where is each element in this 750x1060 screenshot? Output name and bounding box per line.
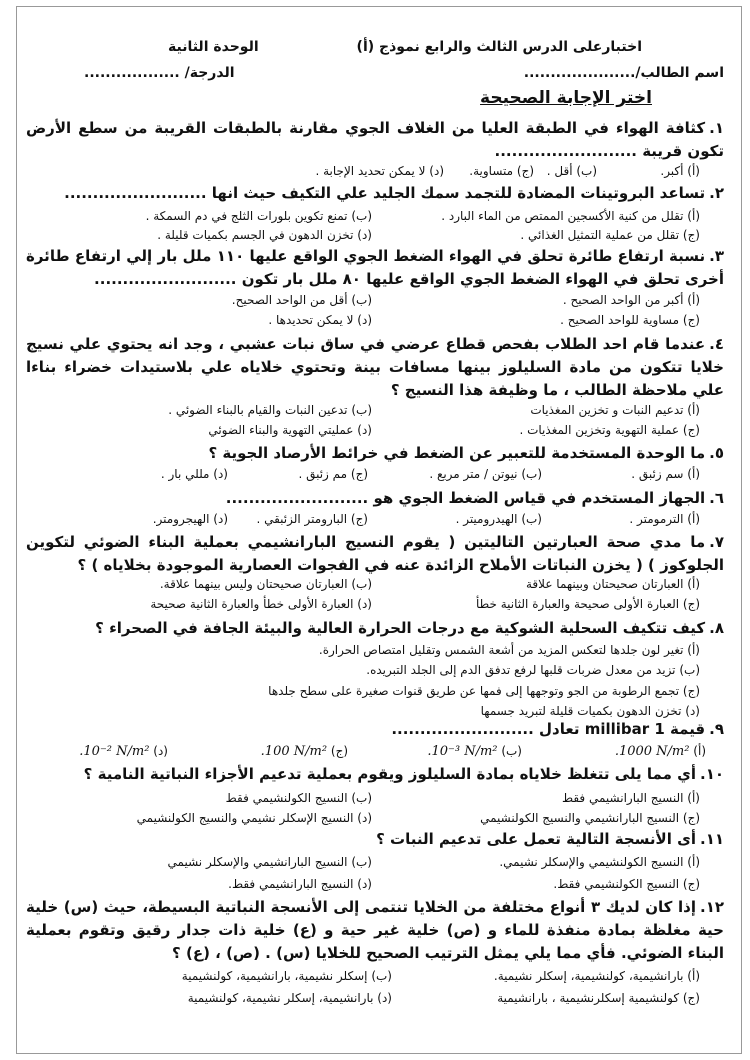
option-a[interactable]: (أ) سم زئبق . bbox=[631, 467, 700, 481]
option-label: (ب) bbox=[501, 744, 522, 758]
option-value bbox=[261, 744, 327, 759]
question-text: أى الأنسجة التالية تعمل على تدعيم النبات ؟ bbox=[376, 830, 696, 848]
question-number: ٤. bbox=[709, 335, 724, 353]
question-text: الجهاز المستخدم في قياس الضغط الجوي هو ......................... bbox=[225, 489, 706, 507]
question-9 bbox=[26, 718, 724, 741]
question-number: ٦. bbox=[709, 489, 724, 507]
question-6 bbox=[26, 487, 724, 510]
option-unit: N/m² bbox=[464, 744, 498, 759]
option-unit: N/m² bbox=[293, 744, 328, 759]
option-c[interactable]: (ج) تجمع الرطوبة من الجو وتوجهها إلى فمها عن طريق قنوات صغيرة على سطح جلدها bbox=[268, 684, 700, 698]
option-b[interactable]: (ب) النسيج البارانشيمي والإسكلر نشيمي bbox=[167, 855, 372, 869]
question-4 bbox=[26, 333, 724, 402]
option-d[interactable]: (د) بارانشيمية، إسكلر نشيمية، كولنشيمية bbox=[187, 991, 392, 1005]
question-number: ١١. bbox=[699, 830, 724, 848]
question-text: عندما قام احد الطلاب بفحص قطاع عرضي في ساق نبات عشبي ، وجد انه يحتوي علي نسيج خلايا تتكون من مادة السليلوز بينها مسافات بينة وتحتوي خلاياه علي بلاستيدات خضراء بناءا علي ملاحظة الطالب ، ما وظيفة هذا النسيج ؟ bbox=[26, 335, 724, 399]
option-label: (د) bbox=[153, 744, 168, 758]
option-unit: N/m² bbox=[656, 744, 690, 759]
question-text: تساعد البروتينات المضادة للتجمد سمك الجليد علي التكيف حيث انها ......................... bbox=[64, 184, 706, 202]
option-a[interactable]: (أ) العبارتان صحيحتان وبينهما علاقة bbox=[526, 577, 700, 591]
option-b[interactable]: (ب) تدعين النبات والقيام بالبناء الضوئي . bbox=[168, 403, 372, 417]
option-b[interactable]: (ب) أقل . bbox=[546, 164, 597, 178]
option-d[interactable]: (د) تخزن الدهون بكميات قليلة لتبريد جسمها bbox=[480, 704, 700, 718]
option-d[interactable]: (د) العبارة الأولى خطأ والعبارة الثانية صحيحة bbox=[150, 597, 372, 611]
option-d[interactable]: (د) الهيجرومتر. bbox=[152, 512, 228, 526]
option-a[interactable]: (أ) تقلل من كنية الأكسجين الممتص من الماء البارد . bbox=[441, 209, 700, 223]
unit-label: الوحدة الثانية bbox=[168, 39, 259, 55]
option-d[interactable]: (د) النسيج الإسكلر نشيمي والنسيج الكولنشيمي bbox=[136, 811, 372, 825]
question-2 bbox=[26, 182, 724, 205]
question-text: أي مما يلى تتغلظ خلاياه بمادة السليلوز ويقوم بعملية تدعيم الأجزاء النباتية النامية ؟ bbox=[83, 765, 696, 783]
option-c[interactable]: (ج) متساوية. bbox=[469, 164, 534, 178]
question-11 bbox=[26, 828, 724, 851]
option-b[interactable]: (ب) تزيد من معدل ضربات قلبها لرفع تدفق الدم إلى الجلد التبريده. bbox=[366, 663, 700, 677]
option-d[interactable]: (د) تخزن الدهون في الجسم بكميات قليلة . bbox=[157, 228, 372, 242]
question-5 bbox=[26, 442, 724, 465]
grade-field: الدرجة/ .................. bbox=[84, 65, 235, 81]
question-12 bbox=[26, 896, 724, 965]
option-b[interactable]: (ب) العبارتان صحيحتان وليس بينهما علاقة. bbox=[159, 577, 372, 591]
option-b[interactable]: (ب) أقل من الواحد الصحيح. bbox=[231, 293, 372, 307]
question-text: ما مدي صحة العبارتين التاليتين ( يقوم النسيج البارانشيمي بعملية البناء الضوئي لتكوين الجلوكوز ) ( يخزن النباتات الأملاح الزائدة عنه في الفجوات العصارية الموجودة بخلاياه ) ؟ bbox=[26, 533, 724, 574]
option-c[interactable]: (ج) كولنشيمية إسكلرنشيمية ، بارانشيمية bbox=[497, 991, 700, 1005]
option-a[interactable] bbox=[615, 743, 706, 760]
question-8 bbox=[26, 617, 724, 640]
option-d[interactable] bbox=[79, 743, 168, 760]
option-b[interactable]: (ب) الهيدروميتر . bbox=[455, 512, 542, 526]
question-text: ما الوحدة المستخدمة للتعبير عن الضغط في خرائط الأرصاد الجوية ؟ bbox=[208, 444, 706, 462]
student-name-field: اسم الطالب/..................... bbox=[523, 65, 724, 81]
question-number: ٥. bbox=[709, 444, 724, 462]
option-c[interactable]: (ج) تقلل من عملية التمثيل الغذائي . bbox=[520, 228, 700, 242]
option-a[interactable]: (أ) تدعيم النبات و تخزين المغذيات bbox=[530, 403, 700, 417]
question-number: ٨. bbox=[709, 619, 724, 637]
option-a[interactable]: (أ) تغير لون جلدها لتعكس المزيد من أشعة الشمس وتقليل امتصاص الحرارة. bbox=[318, 643, 700, 657]
question-3 bbox=[26, 245, 724, 291]
question-text: كيف تتكيف السحلية الشوكية مع درجات الحرارة العالية والبيئة الجافة في الصحراء ؟ bbox=[95, 619, 706, 637]
question-number: ٩. bbox=[709, 720, 724, 738]
option-b[interactable] bbox=[427, 743, 522, 760]
option-c[interactable]: (ج) مساوية للواحد الصحيح . bbox=[560, 313, 700, 327]
option-value bbox=[615, 744, 690, 759]
exam-title: اختبارعلى الدرس الثالث والرابع نموذج (أ) bbox=[356, 39, 642, 55]
option-number: .1000 bbox=[614, 744, 653, 759]
option-c[interactable]: (ج) العبارة الأولى صحيحة والعبارة الثانية خطأ bbox=[475, 597, 700, 611]
question-7 bbox=[26, 531, 724, 577]
option-label: (أ) bbox=[693, 744, 706, 758]
question-number: ٣. bbox=[709, 247, 724, 265]
question-number: ١. bbox=[709, 119, 724, 137]
option-number: .10⁻³ bbox=[427, 744, 461, 759]
question-number: ٧. bbox=[709, 533, 724, 551]
question-number: ١٢. bbox=[699, 898, 724, 916]
option-c[interactable] bbox=[261, 743, 348, 760]
question-number: ٢. bbox=[709, 184, 724, 202]
question-text: كثافة الهواء في الطبقة العليا من الغلاف الجوي مقارنة بالطبقات القريبة من سطع الأرض تكون قريبة ......................... bbox=[26, 119, 724, 160]
option-c[interactable]: (ج) النسيج البارانشيمي والنسيج الكولنشيمي bbox=[480, 811, 700, 825]
option-number: .100 bbox=[260, 744, 290, 759]
question-number: ١٠. bbox=[699, 765, 724, 783]
option-d[interactable]: (د) مللي بار . bbox=[160, 467, 228, 481]
option-a[interactable]: (أ) أكبر من الواحد الصحيح . bbox=[562, 293, 700, 307]
question-10 bbox=[26, 763, 724, 786]
option-label: (ج) bbox=[330, 744, 348, 758]
option-b[interactable]: (ب) النسيج الكولنشيمي فقط bbox=[225, 791, 372, 805]
option-number: .10⁻² bbox=[79, 744, 113, 759]
option-c[interactable]: (ج) عملية التهوية وتخزين المغذيات . bbox=[519, 423, 700, 437]
option-d[interactable]: (د) لا يمكن تحديدها . bbox=[268, 313, 372, 327]
option-value bbox=[427, 744, 497, 759]
option-d[interactable]: (د) لا يمكن تحديد الإجابة . bbox=[315, 164, 444, 178]
option-c[interactable]: (ج) النسيج الكولنشيمي فقط. bbox=[553, 877, 700, 891]
option-c[interactable]: (ج) مم زئبق . bbox=[298, 467, 368, 481]
instruction-heading: اختر الإجابة الصحيحة bbox=[480, 88, 652, 108]
question-1 bbox=[26, 117, 724, 163]
option-b[interactable]: (ب) إسكلر نشيمية، بارانشيمية، كولنشيمية bbox=[181, 969, 392, 983]
option-a[interactable]: (أ) النسيج الكولنشيمي والإسكلر نشيمي. bbox=[499, 855, 700, 869]
option-a[interactable]: (أ) الترمومتر . bbox=[629, 512, 700, 526]
option-d[interactable]: (د) النسيج البارانشيمي فقط. bbox=[228, 877, 372, 891]
option-c[interactable]: (ج) البارومتر الزئبقي . bbox=[256, 512, 368, 526]
option-b[interactable]: (ب) نيوتن / متر مربع . bbox=[429, 467, 542, 481]
option-value bbox=[79, 744, 149, 759]
option-b[interactable]: (ب) تمنع تكوين بلورات الثلج في دم السمكة . bbox=[145, 209, 372, 223]
question-text: قيمة 1 millibar تعادل ......................... bbox=[391, 720, 706, 738]
option-d[interactable]: (د) عمليتي التهوية والبناء الضوئي bbox=[208, 423, 372, 437]
question-text: نسبة ارتفاع طائرة تحلق في الهواء الضغط الجوي الواقع عليها ١١٠ ملل بار إلي ارتفاع طائرة أخرى تحلق في الهواء الضغط الجوي الواقع عليها ٨٠ ملل بار تكون ......................... bbox=[26, 247, 724, 288]
option-a[interactable]: (أ) بارانشيمية، كولنشيمية، إسكلر نشيمية. bbox=[493, 969, 700, 983]
question-text: إذا كان لديك ٣ أنواع مختلفة من الخلايا تنتمى إلى الأنسجة النباتية البسيطة، حيث (س) خلية حية مغلظة بمادة منفذة للماء و (ص) خلية غير حية و (ع) خلية ذات جدار رقيق وتقوم بعملية البناء الضوئي. فأي مما يلي يمثل الترتيب الصحيح للخلايا (س) . (ص) ، (ع) ؟ bbox=[26, 898, 724, 962]
option-unit: N/m² bbox=[116, 744, 150, 759]
option-a[interactable]: (أ) أكبر. bbox=[660, 164, 700, 178]
option-a[interactable]: (أ) النسيج البارانشيمي فقط bbox=[561, 791, 700, 805]
